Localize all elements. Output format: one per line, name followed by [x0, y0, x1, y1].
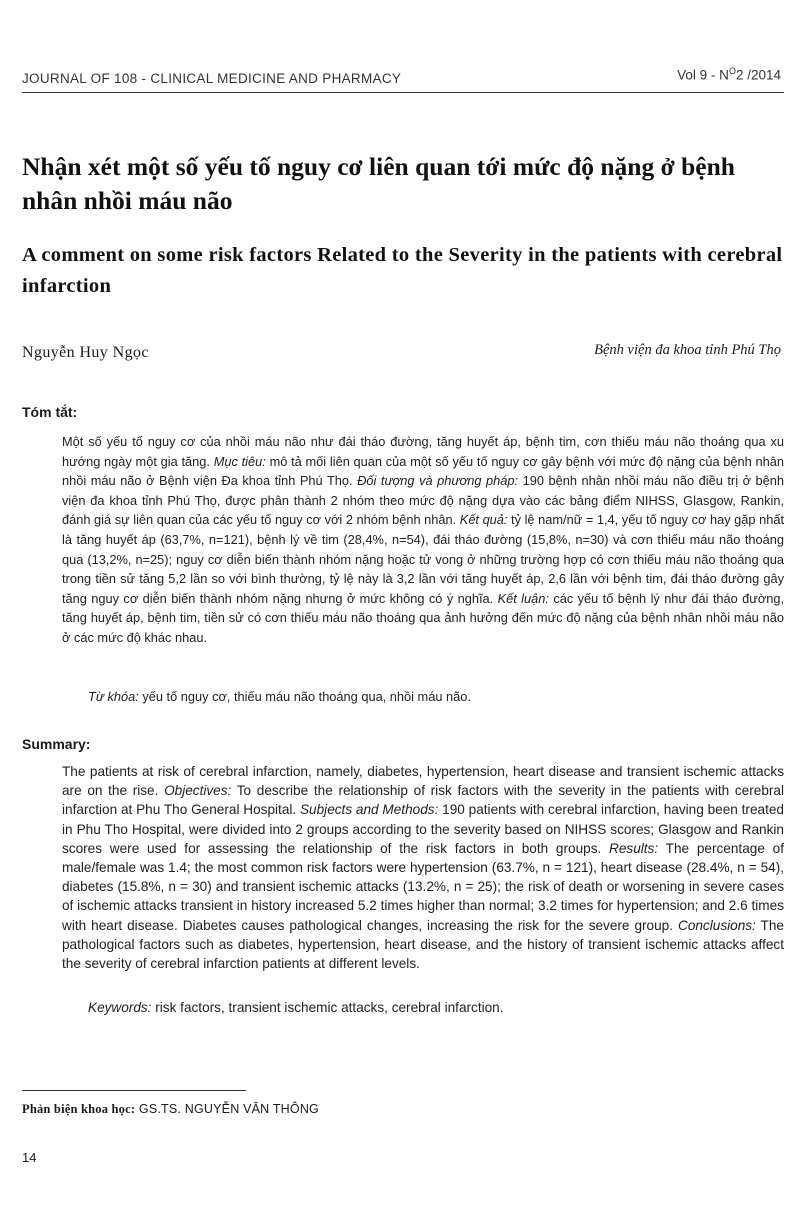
summary-keywords [88, 998, 504, 1017]
summary-label-results: Results: [609, 840, 659, 856]
summary-heading: Summary: [22, 736, 91, 752]
issue-info [677, 66, 781, 83]
summary-keywords-text: risk factors, transient ischemic attacks, cerebral infarction. [151, 1000, 504, 1015]
reviewer-label: Phản biện khoa học: [22, 1102, 136, 1116]
summary-text-4: The percentage of male/female was 1.4; the most common risk factors were hypertension (63.7%, n = 121), heart disease (28.4%, n = 54), diabetes (15.8%, n = 30) and transient ischemic attacks (13.2%, n = 25); the risk of death or worsening in severe cases of ischemic attacks transient in history increased 5.2 times higher than normal; 3.2 times for hypertension; and 2.6 times with heart disease. Diabetes causes pathological changes, increasing the risk for the severe group. [62, 840, 784, 933]
issue-rest: 2 /2014 [735, 67, 781, 83]
summary-label-conclusions: Conclusions: [678, 917, 756, 933]
journal-name: JOURNAL OF 108 - CLINICAL MEDICINE AND PHARMACY [22, 71, 402, 86]
tom-tat-keywords-text: yếu tố nguy cơ, thiếu máu não thoáng qua, nhồi máu não. [138, 689, 471, 704]
footnote-rule [22, 1090, 246, 1091]
summary-text-3: 190 patients with cerebral infarction, having been treated in Phu Tho Hospital, were divided into 2 groups according to the severity based on NIHSS scores; Glasgow and Rankin scores were used for assessing the relationship of the risk factors in both groups. [62, 802, 784, 856]
tom-tat-label-doi-tuong: Đối tượng và phương pháp: [357, 473, 519, 489]
summary-label-objectives: Objectives: [164, 783, 232, 799]
tom-tat-label-ket-qua: Kết quả: [459, 512, 508, 528]
tom-tat-label-muc-tieu: Mục tiêu: [213, 453, 266, 469]
summary-text-1: The patients at risk of cerebral infarction, namely, diabetes, hypertension, heart disease and transient ischemic attacks are on the rise. [62, 764, 784, 799]
tom-tat-keywords [88, 687, 471, 707]
issue-vol: Vol 9 - N [677, 67, 729, 83]
summary-keywords-label: Keywords: [88, 1000, 152, 1015]
header-rule [22, 92, 784, 93]
summary-body [62, 762, 784, 973]
tom-tat-keywords-label: Từ khóa: [88, 689, 139, 704]
tom-tat-text-4: tỷ lệ nam/nữ = 1,4, yếu tố nguy cơ hay gặp nhất là tăng huyết áp (63,7%, n=121), bệnh lý về tim (28,4%, n=54), đái tháo đường (15,8%, n=30) và cơn thiếu máu não thoáng qua (13,2%, n=25); nguy cơ diễn biến thành nhóm nặng hoặc tử vong ở những trường hợp có cơn thiếu máu não thoáng qua trong tiền sử tăng 5,2 lần so với bình thường, tỷ lệ này là 3,2 lần với tăng huyết áp, 2,6 lần với bệnh tim, đái tháo đường gây tăng nguy cơ diễn biến thành nhóm nặng nhưng ở mức không có ý nghĩa. [62, 512, 785, 606]
issue-sup: O [728, 66, 736, 76]
tom-tat-body [62, 432, 784, 648]
tom-tat-heading: Tóm tắt: [22, 404, 78, 420]
author-affiliation: Bệnh viện đa khoa tỉnh Phú Thọ [594, 342, 781, 358]
tom-tat-text-3: 190 bệnh nhân nhồi máu não điều trị ở bệnh viện đa khoa tỉnh Phú Thọ, được phân thành 2 nhóm theo mức độ nặng dựa vào các bảng điểm NIHSS, Glasgow, Rankin, đánh giá sự liên quan của các yếu tố nguy cơ với 2 nhóm bệnh nhân. [62, 473, 784, 528]
summary-text-2: To describe the relationship of risk factors with the severity in the patients with cerebral infarction at Phu Tho General Hospital. [62, 783, 785, 818]
page-number: 14 [22, 1150, 37, 1165]
title-english: A comment on some risk factors Related to the Severity in the patients with cerebral infarction [22, 244, 783, 297]
tom-tat-text-2: mô tả mối liên quan của một số yếu tố nguy cơ gây bệnh với mức độ nặng của bệnh nhân nhồi máu não ở Bệnh viện Đa khoa tỉnh Phú Thọ. [62, 453, 784, 489]
title-vietnamese: Nhận xét một số yếu tố nguy cơ liên quan tới mức độ nặng ở bệnh nhân nhồi máu não [22, 152, 735, 215]
tom-tat-text-1: Một số yếu tố nguy cơ của nhồi máu não như đái tháo đường, tăng huyết áp, bệnh tim, cơn thiếu máu não thoáng qua xu hướng ngày một gia tăng. [62, 434, 784, 469]
tom-tat-text-5: các yếu tố bệnh lý như đái tháo đường, tăng huyết áp, bệnh tim, tiền sử có cơn thiếu máu não thoáng qua ảnh hưởng đến mức độ nặng của bệnh nhân nhồi máu não ở các mức độ khác nhau. [62, 590, 785, 645]
summary-label-methods: Subjects and Methods: [299, 802, 439, 818]
author-name: Nguyễn Huy Ngọc [22, 344, 149, 361]
summary-text-5: The pathological factors such as diabetes, hypertension, heart disease, and the history of transient ischemic attacks affect the severity of cerebral infarction patients at different levels. [62, 917, 784, 972]
reviewer-name: GS.TS. NGUYỄN VĂN THÔNG [135, 1102, 319, 1116]
reviewer-note [22, 1102, 319, 1117]
tom-tat-label-ket-luan: Kết luận: [497, 590, 549, 606]
